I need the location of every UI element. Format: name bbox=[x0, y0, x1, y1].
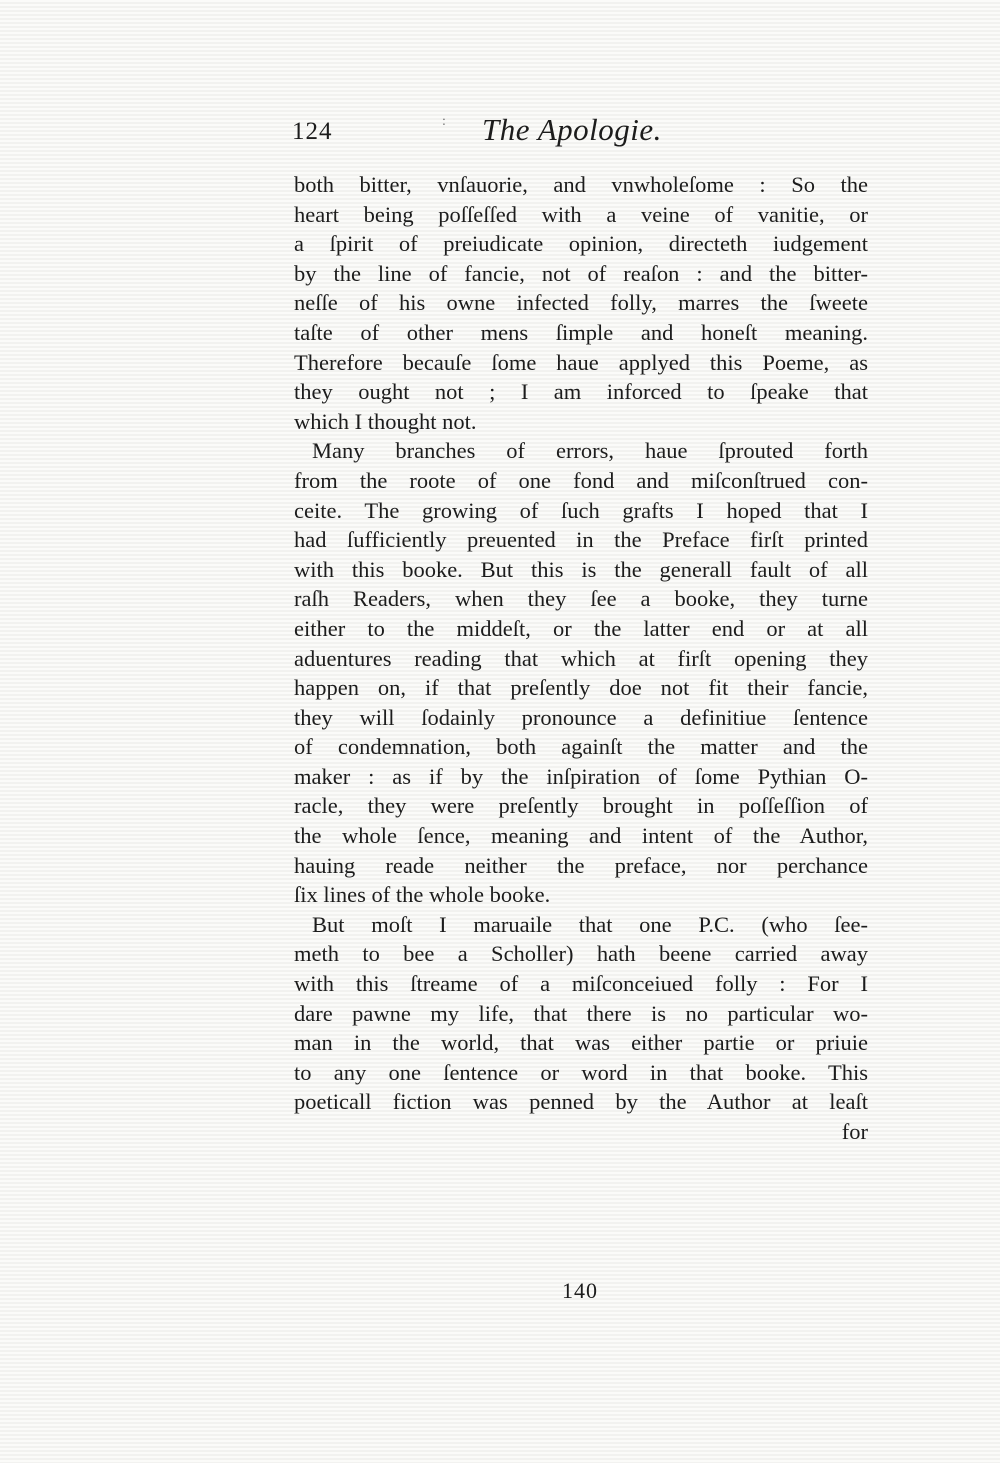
text-line: meth to bee a Scholler) hath beene carried away bbox=[294, 941, 868, 967]
text-line: Therefore becauſe ſome haue applyed this Poeme, as bbox=[294, 349, 868, 375]
catchword: for bbox=[841, 1119, 868, 1144]
text-line: from the roote of one fond and miſconſtrued con- bbox=[294, 467, 868, 493]
text-line: ceite. The growing of ſuch grafts I hoped that I bbox=[294, 497, 868, 523]
text-line: neſſe of his owne infected folly, marres the ſweete bbox=[294, 290, 868, 316]
body-text bbox=[294, 170, 868, 1147]
text-line: maker : as if by the inſpiration of ſome Pythian O- bbox=[294, 763, 868, 789]
text-line: dare pawne my life, that there is no particular wo- bbox=[294, 1000, 868, 1026]
text-line: both bitter, vnſauorie, and vnwholeſome : So the bbox=[294, 172, 868, 197]
text-line: heart being poſſeſſed with a veine of vanitie, or bbox=[294, 201, 868, 227]
folio-number: 140 bbox=[562, 1278, 598, 1303]
text-line: Many branches of errors, haue ſprouted forth bbox=[312, 438, 868, 464]
text-line: of condemnation, both againſt the matter and the bbox=[294, 734, 868, 760]
header-separator: : bbox=[442, 114, 446, 129]
text-line: aduentures reading that which at firſt opening they bbox=[294, 645, 868, 671]
text-line: poeticall fiction was penned by the Author at leaſt bbox=[294, 1089, 868, 1115]
text-line: with this ſtreame of a miſconceiued folly : For I bbox=[294, 971, 868, 997]
text-line: But moſt I maruaile that one P.C. (who ſee- bbox=[312, 911, 868, 937]
page-number: 124 bbox=[292, 118, 333, 145]
text-line: raſh Readers, when they ſee a booke, they turne bbox=[294, 586, 868, 612]
text-line: with this booke. But this is the generall fault of all bbox=[294, 556, 868, 582]
text-line: by the line of fancie, not of reaſon : and the bitter- bbox=[294, 260, 868, 286]
text-line: racle, they were preſently brought in poſſeſſion of bbox=[294, 793, 868, 819]
text-line: they will ſodainly pronounce a definitiue ſentence bbox=[294, 704, 868, 730]
text-line: taſte of other mens ſimple and honeſt meaning. bbox=[294, 319, 868, 345]
text-line: the whole ſence, meaning and intent of the Author, bbox=[294, 823, 868, 849]
text-line: ſix lines of the whole booke. bbox=[294, 882, 551, 908]
text-line: hauing reade neither the preface, nor perchance bbox=[294, 852, 868, 878]
text-line: which I thought not. bbox=[294, 408, 477, 434]
text-line: to any one ſentence or word in that booke. This bbox=[294, 1059, 868, 1085]
text-line: a ſpirit of preiudicate opinion, directeth iudgement bbox=[294, 231, 868, 257]
running-title: The Apologie. bbox=[482, 112, 662, 147]
text-line: they ought not ; I am inforced to ſpeake that bbox=[294, 379, 868, 405]
text-line: man in the world, that was either partie or priuie bbox=[294, 1030, 868, 1056]
text-line: happen on, if that preſently doe not fit their fancie, bbox=[294, 675, 868, 701]
text-line: had ſufficiently preuented in the Preface firſt printed bbox=[294, 527, 868, 553]
text-line: either to the middeſt, or the latter end or at all bbox=[294, 615, 868, 641]
running-head bbox=[292, 112, 872, 152]
